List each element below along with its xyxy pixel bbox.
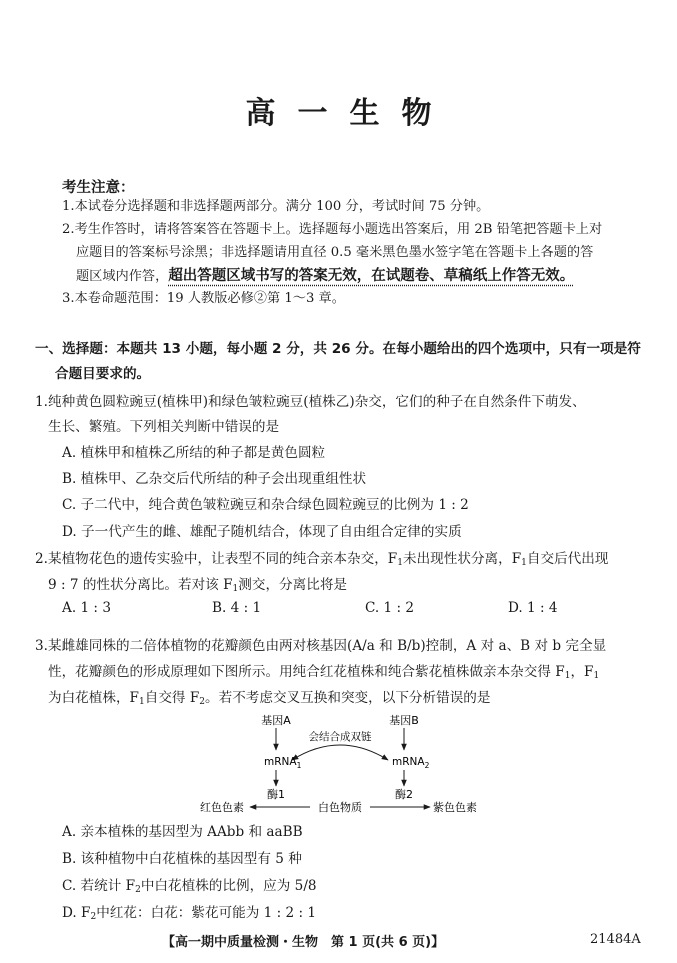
section-1-heading-cont: 合题目要求的。 — [55, 366, 151, 382]
q3-stem-line-3 — [48, 686, 490, 707]
q2-text-d: 9 : 7 的性状分离比。若对该 F — [48, 577, 233, 593]
q3-option-c-sub: 2 — [135, 885, 141, 895]
q1-option-d: D. 子一代产生的雌、雄配子随机结合，体现了自由组合定律的实质 — [62, 524, 462, 540]
notice-item-2-line-3-prefix: 题区域内作答， — [76, 269, 169, 284]
q1-stem-line-2: 生长、繁殖。下列相关判断中错误的是 — [48, 419, 280, 435]
q3-sub-2: 1 — [593, 671, 600, 681]
mrna2-label: mRNA$_2$ — [392, 756, 430, 770]
q3-text-d: 自交得 F — [144, 690, 200, 706]
q3-text-e: 。若不考虑交叉互换和突变，以下分析错误的是 — [205, 690, 491, 706]
q2-sub-1: 1 — [397, 558, 403, 568]
q1-option-b: B. 植株甲、乙杂交后代所结的种子会出现重组性状 — [62, 471, 367, 487]
white-substance-label: 白色物质 — [318, 801, 362, 814]
q1-option-c: C. 子二代中，纯合黄色皱粒豌豆和杂合绿色圆粒豌豆的比例为 1 : 2 — [62, 497, 469, 513]
q3-option-d-b: 中红花：白花：紫花可能为 1 : 2 : 1 — [96, 905, 317, 921]
q2-stem-line-2 — [48, 573, 347, 594]
enzyme1-label: 酶1 — [267, 788, 285, 801]
purple-pigment-label: 紫色色素 — [433, 801, 477, 814]
q3-option-d-sub: 2 — [90, 912, 97, 922]
notice-emphasis: 超出答题区域书写的答案无效，在试题卷、草稿纸上作答无效。 — [168, 268, 575, 284]
q3-text-a: 性，花瓣颜色的形成原理如下图所示。用纯合红花植株和纯合紫花植株做亲本杂交得 F — [48, 664, 565, 680]
enzyme2-label: 酶2 — [395, 788, 413, 801]
q2-text-e: 测交，分离比将是 — [238, 577, 348, 593]
q2-option-c: C. 1 : 2 — [365, 600, 415, 616]
q3-sub-1: 1 — [564, 671, 571, 681]
q3-text-b: ，F — [570, 664, 594, 680]
q2-sub-2: 1 — [521, 558, 527, 568]
q2-sub-3: 1 — [232, 584, 239, 594]
q3-stem-line-1: 3.某雌雄同株的二倍体植物的花瓣颜色由两对核基因(A/a 和 B/b)控制，A 对 a、B 对 b 完全显 — [35, 638, 607, 654]
q3-option-d — [62, 901, 316, 922]
gene-a-label: 基因A — [261, 714, 291, 727]
pigment-pathway-diagram — [180, 710, 510, 816]
footer-page-info: 【高一期中质量检测・生物 第 1 页(共 6 页)】 — [162, 935, 445, 950]
notice-item-2-line-3 — [76, 265, 574, 288]
notice-heading: 考生注意： — [62, 180, 135, 196]
gene-b-label: 基因B — [389, 714, 419, 727]
q2-option-b: B. 4 : 1 — [212, 600, 262, 616]
notice-item-2-line-2: 应题目的答案标号涂黑；非选择题请用直径 0.5 毫米黑色墨水签字笔在答题卡上各题的答 — [76, 245, 594, 260]
q3-option-c — [62, 874, 317, 895]
q3-option-c-b: 中白花植株的比例，应为 5/8 — [140, 878, 317, 894]
notice-item-3: 3.本卷命题范围：19 人教版必修②第 1～3 章。 — [62, 291, 345, 306]
q2-option-d: D. 1 : 4 — [508, 600, 558, 616]
q2-option-a: A. 1 : 3 — [62, 600, 111, 616]
footer-exam-code: 21484A — [590, 932, 641, 947]
mrna1-label: mRNA$_1$ — [264, 756, 302, 770]
notice-item-2-line-1: 2.考生作答时，请将答案答在答题卡上。选择题每小题选出答案后，用 2B 铅笔把答题卡上对 — [62, 222, 603, 237]
q3-option-d-a: D. F — [62, 905, 91, 921]
q1-stem-line-1: 1.纯种黄色圆粒豌豆(植株甲)和绿色皱粒豌豆(植株乙)杂交，它们的种子在自然条件下萌发、 — [35, 394, 586, 410]
q1-option-a: A. 植株甲和植株乙所结的种子都是黄色圆粒 — [62, 445, 326, 461]
page-title: 高一生物 — [245, 96, 454, 131]
double-strand-label: 会结合成双链 — [308, 731, 372, 743]
q3-sub-3: 1 — [139, 697, 145, 707]
q3-option-c-a: C. 若统计 F — [62, 878, 136, 894]
q3-text-c: 为白花植株，F — [48, 690, 139, 706]
q2-text-b: 未出现性状分离，F — [402, 551, 522, 567]
section-1-heading: 一、选择题：本题共 13 小题，每小题 2 分，共 26 分。在每小题给出的四个选项中，只有一项是符 — [35, 341, 641, 357]
q3-sub-4: 2 — [199, 697, 206, 707]
notice-item-1: 1.本试卷分选择题和非选择题两部分。满分 100 分，考试时间 75 分钟。 — [62, 199, 490, 214]
q3-stem-line-2 — [48, 660, 599, 681]
red-pigment-label: 红色色素 — [200, 801, 244, 814]
binding-curve — [292, 745, 388, 760]
q2-stem-line-1 — [35, 547, 608, 568]
q2-text-c: 自交后代出现 — [526, 551, 609, 567]
q3-option-b: B. 该种植物中白花植株的基因型有 5 种 — [62, 851, 302, 867]
q3-option-a: A. 亲本植株的基因型为 AAbb 和 aaBB — [62, 824, 303, 840]
q2-text-a: 2.某植物花色的遗传实验中，让表型不同的纯合亲本杂交，F — [35, 551, 398, 567]
